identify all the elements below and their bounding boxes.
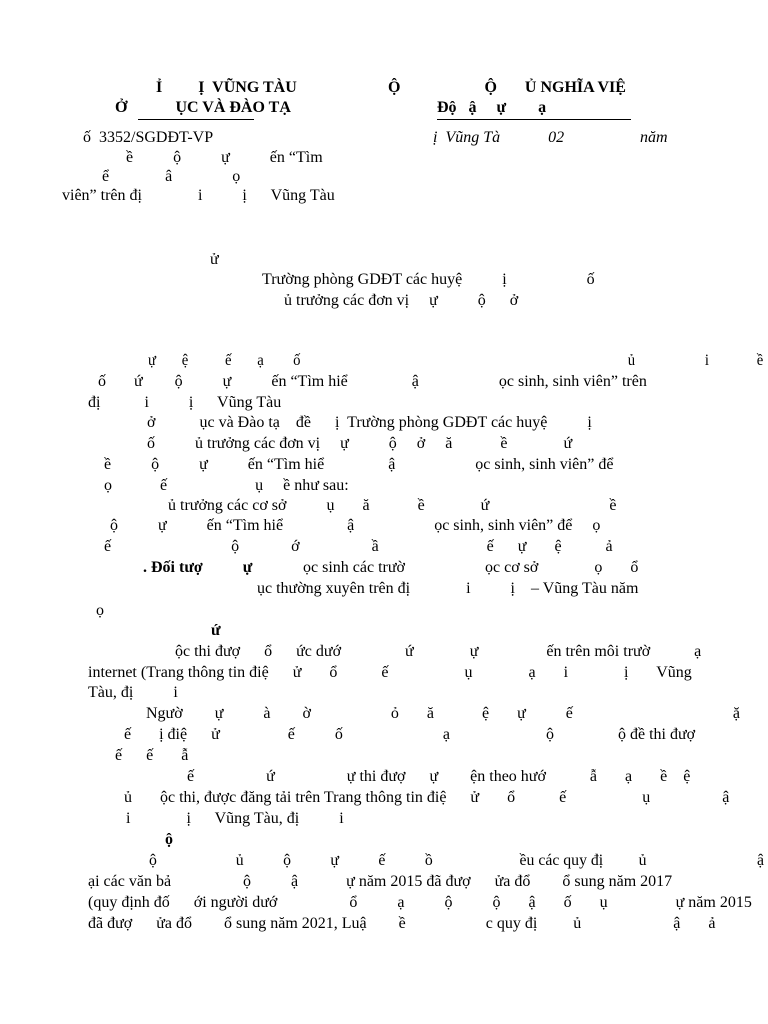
body-line: ộ ự ến “Tìm hiể ậ ọc sinh, sinh viên” để ọ <box>110 517 601 534</box>
body-line: Ngườ ự à ờ ỏ ă ệ ự ế ặ <box>146 705 740 722</box>
subject-line-1: ề ộ ự ến “Tìm <box>126 149 323 166</box>
body-line: ộ ủ ộ ự ế ồ ều các quy đị ủ ậ <box>149 852 765 869</box>
subject-line-2: ể â ọ <box>102 168 241 185</box>
body-line: ộc thi đượ ổ ức dướ ứ ự ến trên môi trườ ạ <box>175 643 702 660</box>
body-line: ề ộ ự ến “Tìm hiể ậ ọc sinh, sinh viên” để <box>104 456 614 473</box>
national-motto-line1: Ộ Ộ Ủ NGHĨA VIỆ <box>388 79 626 96</box>
body-line: ủ trưởng các cơ sở ụ ă ề ứ ề <box>168 497 617 514</box>
body-line: ế ộ ớ ầ ế ự ệ ả <box>104 538 613 555</box>
recipient-line-2: ủ trưởng các đơn vị ự ộ ở <box>284 292 519 309</box>
agency-underline <box>138 119 254 120</box>
body-line: ự ệ ế ạ ố ủ i ề <box>148 352 764 369</box>
section-heading: . Đối tượ ự <box>143 559 253 576</box>
body-line: ế ứ ự thi đượ ự ện theo hướ ẫ ạ ề ệ <box>187 768 691 785</box>
body-line: ở ục và Đào tạ đề ị Trường phòng GDĐT các huyệ ị <box>147 414 592 431</box>
body-line: ại các văn bả ộ ậ ự năm 2015 đã đượ ửa đổ ổ sung năm 2017 <box>88 873 673 890</box>
agency-name-line1: Ỉ Ị VŨNG TÀU <box>156 79 297 96</box>
document-number: ố 3352/SGDĐT-VP <box>83 129 214 146</box>
agency-name-line2: Ở ỤC VÀ ĐÀO TẠ <box>115 99 291 116</box>
body-line: ọ ế ụ ề như sau: <box>104 477 349 494</box>
body-line: i ị Vũng Tàu, đị i <box>126 810 344 827</box>
national-motto-line2: Độ ậ ự ạ <box>437 99 547 116</box>
section-heading-rest: ọc sinh các trườ ọc cơ sở ọ ổ <box>303 559 639 576</box>
subsection-marker: ộ <box>165 831 173 848</box>
body-line: ục thường xuyên trên đị i ị – Vũng Tàu năm <box>257 580 639 597</box>
subsection-marker: ứ <box>211 622 221 639</box>
body-line: đã đượ ửa đổ ổ sung năm 2021, Luậ ề c quy đị ủ ậ ả <box>88 915 716 932</box>
body-line: ố ứ ộ ự ến “Tìm hiể ậ ọc sinh, sinh viên” trên <box>98 373 647 390</box>
body-line: ủ ộc thi, được đăng tải trên Trang thông tin điệ ử ổ ế ụ ậ <box>124 789 730 806</box>
body-line: đị i ị Vũng Tàu <box>88 394 282 411</box>
date-year-word: năm <box>640 129 668 146</box>
subject-line-3: viên” trên đị i ị Vũng Tàu <box>62 187 335 204</box>
body-line: Tàu, đị i <box>88 684 178 701</box>
body-line: internet (Trang thông tin điệ ử ổ ế ụ ạ i ị Vũng <box>88 664 692 681</box>
body-line: (quy định đố ới người dướ ổ ạ ộ ộ ậ ố ụ ự năm 2015 <box>88 894 752 911</box>
motto-underline <box>437 119 631 120</box>
recipients-label: ử <box>210 251 219 268</box>
body-line: ọ <box>96 602 104 619</box>
body-line: ế ị điệ ử ế ố ạ ộ ộ đề thi đượ <box>124 726 696 743</box>
date-place: ị Vũng Tà 02 <box>433 129 565 146</box>
body-line: ế ế ẫ <box>115 747 189 764</box>
body-line: ố ủ trưởng các đơn vị ự ộ ở ă ề ứ <box>147 435 573 452</box>
recipient-line-1: Trường phòng GDĐT các huyệ ị ố <box>262 271 595 288</box>
